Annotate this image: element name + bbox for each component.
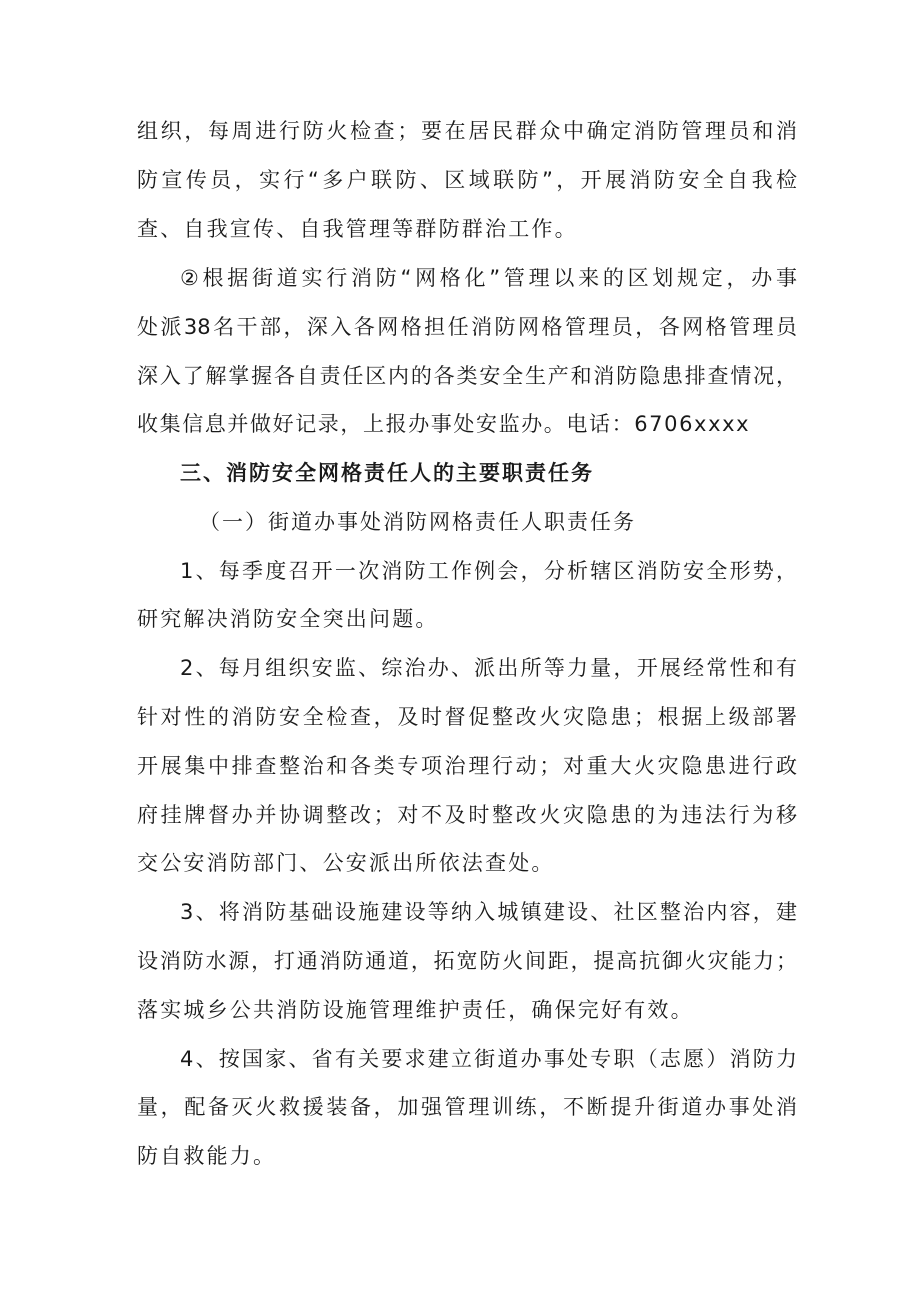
text-line: 府挂牌督办并协调整改；对不及时整改火灾隐患的为违法行为移	[137, 803, 797, 827]
text-line: 4、按国家、省有关要求建立街道办事处专职（志愿）消防力	[180, 1047, 797, 1071]
text-line: 落实城乡公共消防设施管理维护责任，确保完好有效。	[137, 998, 694, 1022]
text-line: ②根据街道实行消防“网格化”管理以来的区划规定，办事	[180, 266, 797, 290]
text-line: 针对性的消防安全检查，及时督促整改火灾隐患；根据上级部署	[137, 705, 797, 729]
text-line: 设消防水源，打通消防通道，拓宽防火间距，提高抗御火灾能力；	[137, 949, 797, 973]
text-line: 组织，每周进行防火检查；要在居民群众中确定消防管理员和消	[137, 119, 797, 143]
text-line: 研究解决消防安全突出问题。	[137, 607, 439, 631]
text-line: 深入了解掌握各自责任区内的各类安全生产和消防隐患排查情况，	[137, 364, 797, 388]
text-line: 防宣传员，实行“多户联防、区域联防”，开展消防安全自我检	[137, 168, 797, 192]
text-line: 收集信息并做好记录，上报办事处安监办。电话：6706xxxx	[137, 412, 751, 436]
text-line: 开展集中排查整治和各类专项治理行动；对重大火灾隐患进行政	[137, 754, 797, 778]
text-line: 1、每季度召开一次消防工作例会，分析辖区消防安全形势，	[180, 559, 797, 583]
text-line: 2、每月组织安监、综治办、派出所等力量，开展经常性和有	[180, 656, 797, 680]
text-line: 防自救能力。	[137, 1144, 277, 1168]
subsection-heading: （一）街道办事处消防网格责任人职责任务	[199, 510, 636, 534]
text-line: 3、将消防基础设施建设等纳入城镇建设、社区整治内容，建	[180, 900, 797, 924]
text-line: 查、自我宣传、自我管理等群防群治工作。	[137, 217, 578, 241]
section-heading: 三、消防安全网格责任人的主要职责任务	[180, 461, 594, 485]
text-line: 交公安消防部门、公安派出所依法查处。	[137, 851, 555, 875]
text-line: 处派38名干部，深入各网格担任消防网格管理员，各网格管理员	[137, 315, 797, 339]
text-line: 量，配备灭火救援装备，加强管理训练，不断提升街道办事处消	[137, 1095, 797, 1119]
